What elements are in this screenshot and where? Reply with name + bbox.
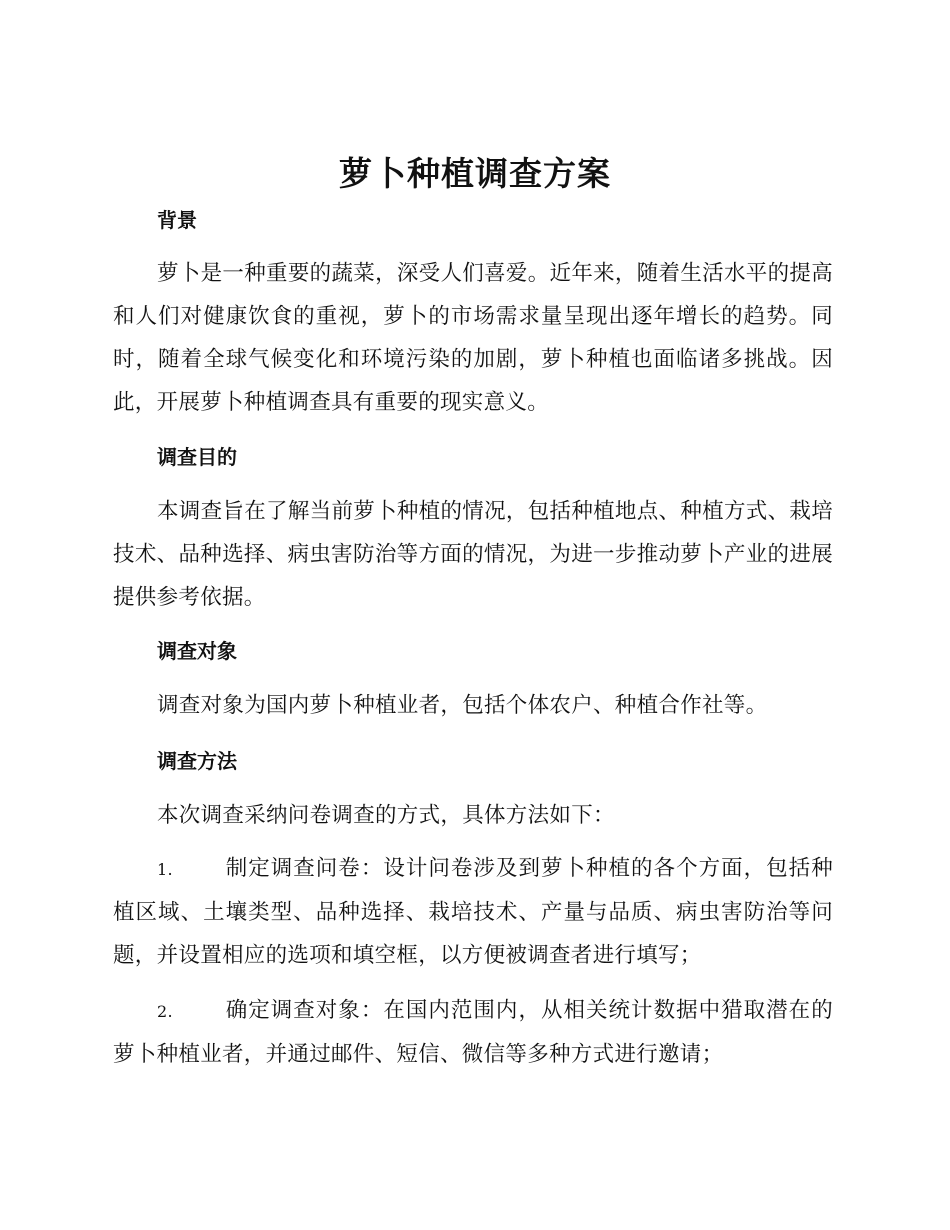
section-paragraph-purpose: 本调查旨在了解当前萝卜种植的情况，包括种植地点、种植方式、栽培技术、品种选择、病虫害防治等方面的情况，为进一步推动萝卜产业的进展提供参考依据。 — [113, 499, 833, 610]
section-heading-background: 背景 — [157, 208, 197, 232]
list-item-text: 确定调查对象：在国内范围内，从相关统计数据中猎取潜在的萝卜种植业者，并通过邮件、短信、微信等多种方式进行邀请； — [113, 998, 833, 1067]
section-paragraph-method: 本次调查采纳问卷调查的方式，具体方法如下： — [157, 803, 615, 828]
document-title: 萝卜种植调查方案 — [339, 154, 611, 193]
section-paragraph-background: 萝卜是一种重要的蔬菜，深受人们喜爱。近年来，随着生活水平的提高和人们对健康饮食的重视，萝卜的市场需求量呈现出逐年增长的趋势。同时，随着全球气候变化和环境污染的加剧，萝卜种植也面临诸多挑战。因此，开展萝卜种植调查具有重要的现实意义。 — [113, 261, 833, 415]
section-paragraph-subjects: 调查对象为国内萝卜种植业者，包括个体农户、种植合作社等。 — [157, 693, 768, 718]
list-item-number: 1. — [157, 860, 173, 879]
section-heading-purpose: 调查目的 — [157, 445, 237, 469]
list-item-number: 2. — [157, 1002, 173, 1021]
list-item — [113, 847, 833, 977]
list-item — [113, 989, 833, 1076]
section-heading-subjects: 调查对象 — [157, 639, 237, 663]
section-heading-method: 调查方法 — [157, 749, 237, 773]
list-item-text: 制定调查问卷：设计问卷涉及到萝卜种植的各个方面，包括种植区域、土壤类型、品种选择、栽培技术、产量与品质、病虫害防治等问题，并设置相应的选项和填空框，以方便被调查者进行填写； — [113, 856, 833, 968]
